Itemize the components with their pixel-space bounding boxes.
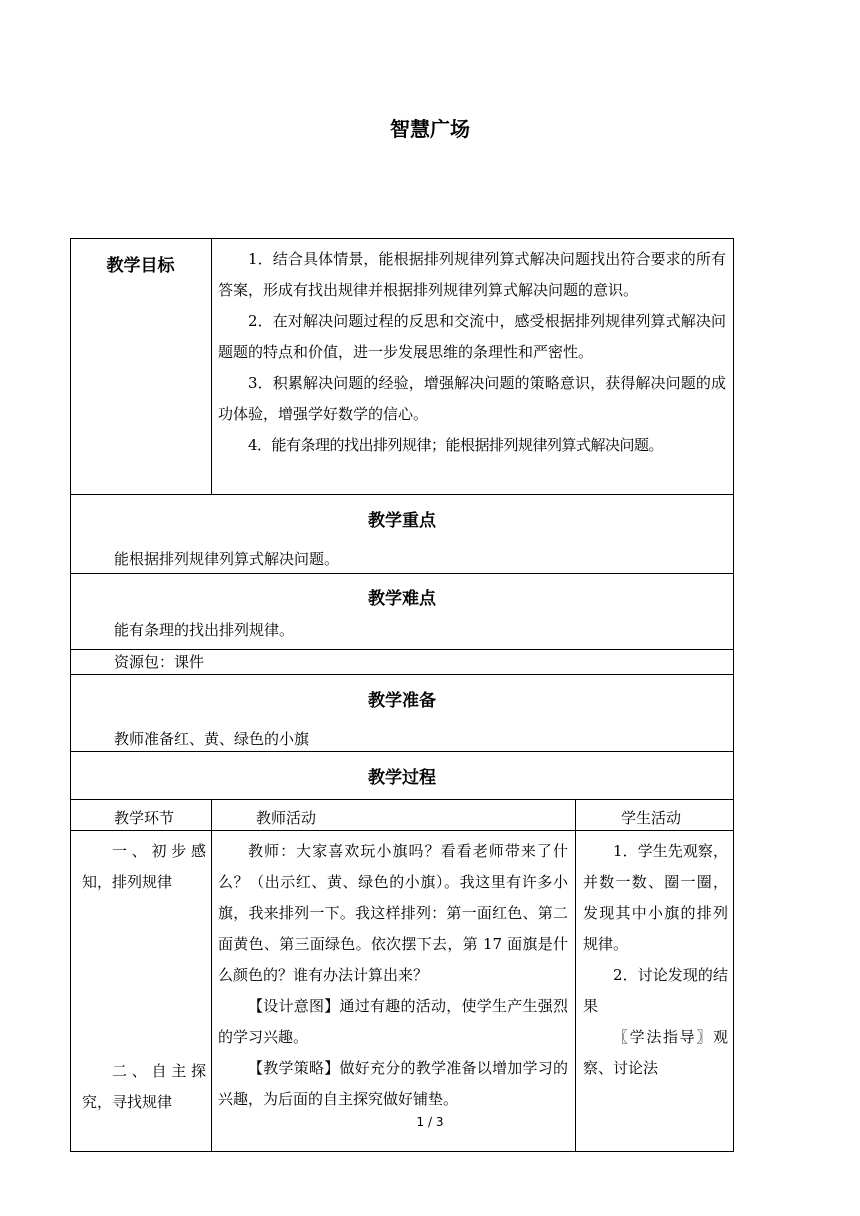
key-points-text: 能根据排列规律列算式解决问题。 [114,550,340,568]
objective-item: 4．能有条理的找出排列规律；能根据排列规律列算式解决问题。 [248,436,664,454]
student-activity: 〖学法指导〗观察、讨论法 [583,1028,728,1077]
objectives-label: 教学目标 [106,256,175,276]
page-number: 1 / 3 [416,1115,444,1129]
preparation-label: 教学准备 [368,691,436,711]
objective-item: 2．在对解决问题过程的反思和交流中，感受根据排列规律列算式解决问题题的特点和价值，进一步发展思维的条理性和严密性。 [218,312,726,361]
key-points-label: 教学重点 [368,511,436,531]
column-header-student: 学生活动 [621,809,682,827]
difficulties-text: 能有条理的找出排列规律。 [114,621,295,639]
student-activities [583,836,728,1084]
teacher-activity: 【教学策略】做好充分的教学准备以增加学习的兴趣，为后面的自主探究做好铺垫。 [218,1059,568,1108]
stage-2: 二、自主探究，寻找规律 [82,1062,206,1111]
difficulties-label: 教学难点 [368,589,436,609]
objective-item: 1．结合具体情景，能根据排列规律列算式解决问题找出符合要求的所有答案，形成有找出规律并根据排列规律列算式解决问题的意识。 [218,250,726,299]
page-title: 智慧广场 [390,117,470,141]
teacher-activity: 教师：大家喜欢玩小旗吗？看看老师带来了什么？（出示红、黄、绿色的小旗）。我这里有许多小旗，我来排列一下。我这样排列：第一面红色、第二面黄色、第三面绿色。依次摆下去，第 17 面旗是什么颜色的？谁有办法计算出来？ [218,842,568,984]
objective-item: 3．积累解决问题的经验，增强解决问题的策略意识，获得解决问题的成功体验，增强学好数学的信心。 [218,374,726,423]
column-header-teacher: 教师活动 [256,809,317,827]
student-activity: 1．学生先观察，并数一数、圈一圈，发现其中小旗的排列规律。 [583,842,728,953]
resources-text: 资源包：课件 [114,653,205,671]
objectives-list [218,244,726,461]
stage-1: 一、初步感知，排列规律 [82,842,206,891]
student-activity: 2．讨论发现的结果 [583,966,728,1015]
column-header-stage: 教学环节 [114,809,175,827]
preparation-text: 教师准备红、黄、绿色的小旗 [114,730,310,748]
lesson-plan-table [70,238,734,1152]
teacher-activities [218,836,568,1115]
process-label: 教学过程 [368,768,436,788]
teacher-activity: 【设计意图】通过有趣的活动，使学生产生强烈的学习兴趣。 [218,997,568,1046]
